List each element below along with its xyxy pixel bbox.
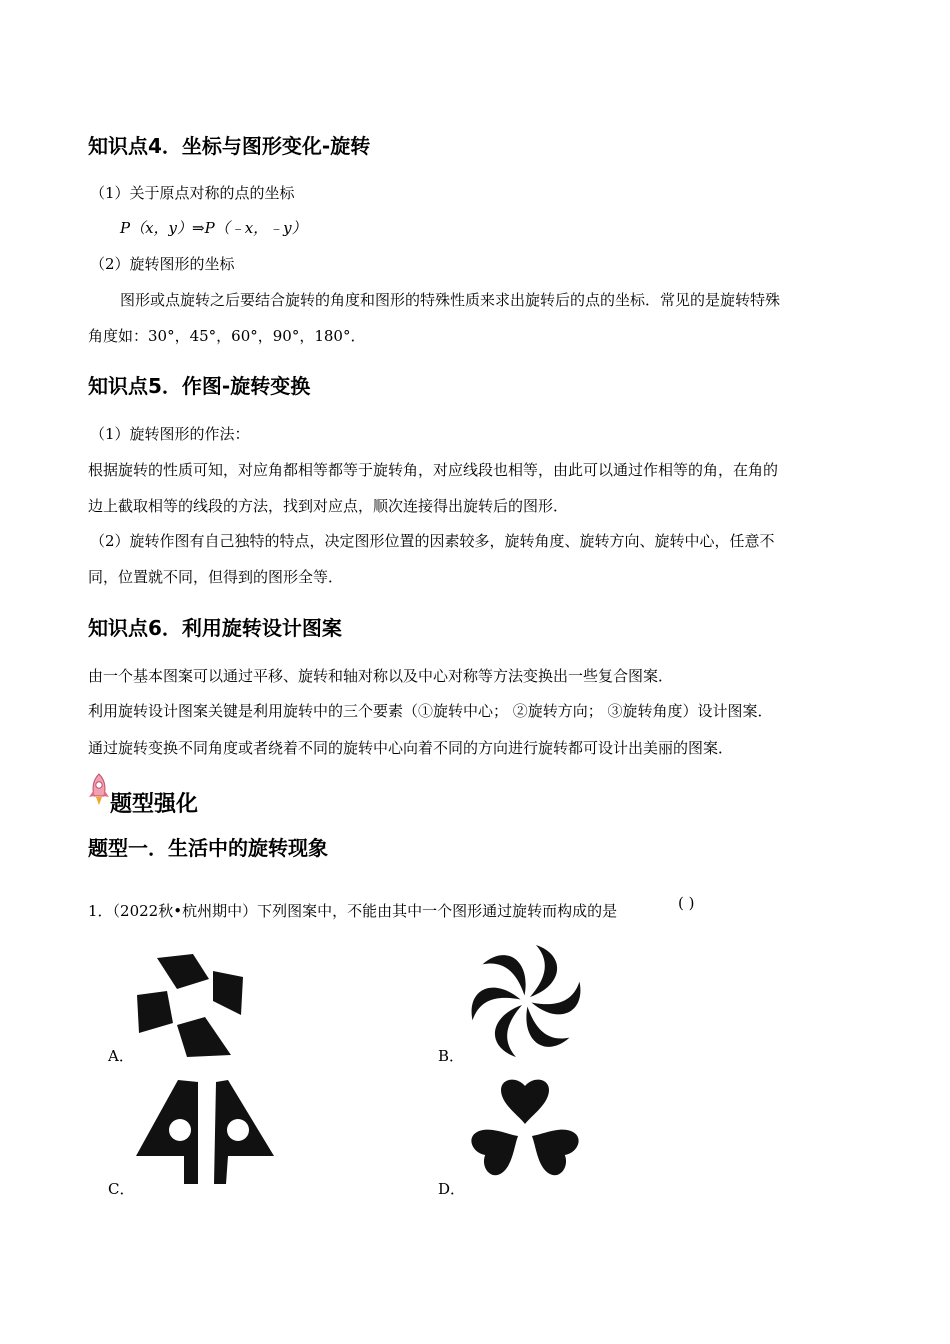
question1-stem: 1．（2022秋•杭州期中）下列图案中，不能由其中一个图形通过旋转而构成的是: [88, 902, 618, 920]
kp4-formula: P（x，y）⇒P（﹣x，﹣y）: [120, 219, 307, 237]
kp5-item1: （1）旋转图形的作法：: [90, 425, 250, 443]
kp5-title: 知识点5．作图-旋转变换: [88, 374, 311, 398]
option-b-figure: [467, 942, 585, 1060]
kp5-item2-line2: 同，位置就不同，但得到的图形全等．: [88, 568, 344, 586]
option-c-label: C．: [108, 1180, 135, 1198]
section-title: 题型强化: [110, 792, 199, 817]
kp5-paragraph1-line2: 边上截取相等的线段的方法，找到对应点，顺次连接得出旋转后的图形．: [88, 497, 569, 515]
option-c-figure: [136, 1078, 276, 1186]
kp5-paragraph1-line1: 根据旋转的性质可知，对应角都相等都等于旋转角，对应线段也相等，由此可以通过作相等的角，在角的: [88, 461, 779, 479]
kp6-line1: 由一个基本图案可以通过平移、旋转和轴对称以及中心对称等方法变换出一些复合图案．: [88, 667, 674, 685]
kp5-item2-line1: （2）旋转作图有自己独特的特点，决定图形位置的因素较多，旋转角度、旋转方向、旋转中心，任意不: [90, 532, 775, 550]
option-a-figure: [135, 953, 245, 1057]
kp4-item2: （2）旋转图形的坐标: [90, 255, 235, 273]
option-a-label: A．: [108, 1047, 134, 1065]
option-d-figure: [466, 1074, 584, 1190]
option-b-label: B．: [438, 1047, 465, 1065]
type1-title: 题型一．生活中的旋转现象: [88, 836, 328, 860]
kp4-paragraph-line1: 图形或点旋转之后要结合旋转的角度和图形的特殊性质来求出旋转后的点的坐标．常见的是旋转特殊: [120, 291, 781, 309]
kp4-item1: （1）关于原点对称的点的坐标: [90, 184, 295, 202]
kp4-title: 知识点4．坐标与图形变化-旋转: [88, 134, 371, 158]
kp4-paragraph-line2: 角度如：30°，45°，60°，90°，180°．: [88, 327, 366, 345]
question1-answer-blank: ( ): [678, 894, 695, 912]
kp6-line2: 利用旋转设计图案关键是利用旋转中的三个要素（①旋转中心； ②旋转方向； ③旋转角度）设计图案．: [88, 702, 773, 720]
kp6-title: 知识点6．利用旋转设计图案: [88, 616, 342, 640]
option-d-label: D．: [438, 1180, 466, 1198]
rocket-icon: [86, 772, 112, 808]
kp6-line3: 通过旋转变换不同角度或者绕着不同的旋转中心向着不同的方向进行旋转都可设计出美丽的图案．: [88, 739, 734, 757]
